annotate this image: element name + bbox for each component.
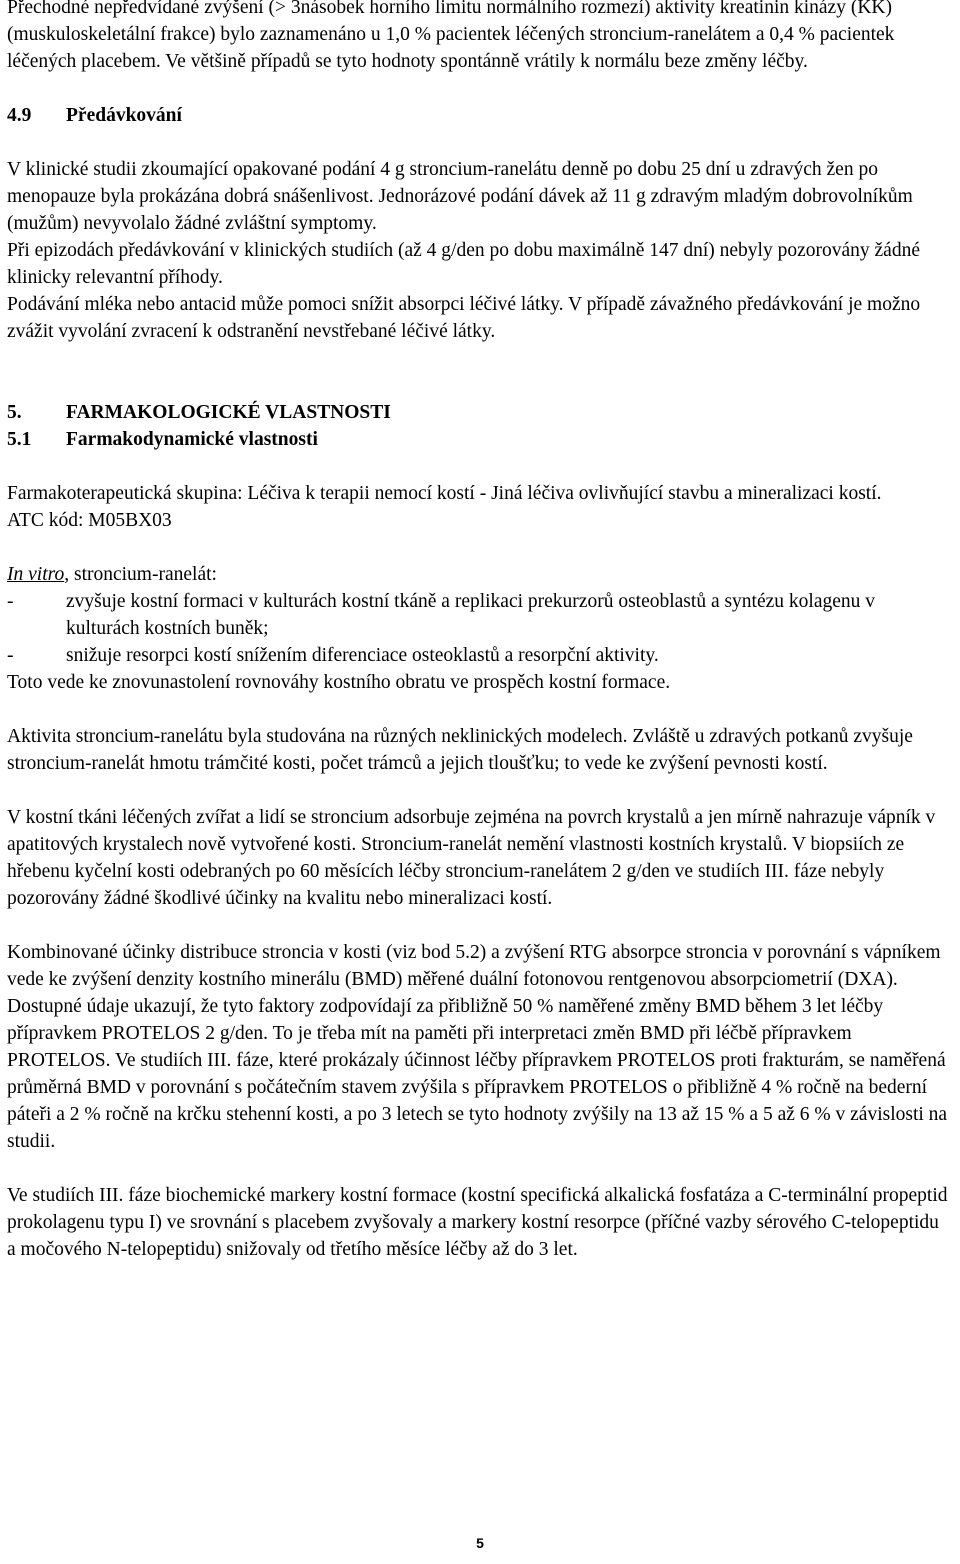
bone-tissue-paragraph: V kostní tkáni léčených zvířat a lidí se stroncium adsorbuje zejména na povrch krystalů a jen mírně nahrazuje vápník v apatitových krystalech nově vytvořené kosti. Stroncium-ranelát nemění vlastnosti kostních krystalů. V biopsiích ze hřebenu kyčelní kosti odebraných po 60 měsících léčby stroncium-ranelátem 2 g/den ve studiích III. fáze nebyly pozorovány žádné škodlivé účinky na kvalitu nebo mineralizaci kostí.	[7, 807, 936, 909]
intro-paragraph: Přechodné nepředvídané zvýšení (> 3násobek horního limitu normálního rozmezí) aktivity kreatinin kinázy (KK) (muskuloskeletální frakce) bylo zaznamenáno u 1,0 % pacientek léčených stroncium-ranelátem a 0,4 % pacientek léčených placebem. Ve většině případů se tyto hodnoty spontánně vrátily k normálu beze změny léčby.	[7, 0, 895, 72]
section-4-9-heading	[7, 102, 950, 129]
section-number: 5.	[7, 402, 22, 423]
section-title: Farmakodynamické vlastnosti	[66, 429, 318, 450]
atc-code: ATC kód: M05BX03	[7, 510, 172, 531]
bullets-summary: Toto vede ke znovunastolení rovnováhy kostního obratu ve prospěch kostní formace.	[7, 672, 671, 693]
list-item	[7, 588, 950, 642]
list-item-text: zvyšuje kostní formaci v kulturách kostní tkáně a replikaci prekurzorů osteoblastů a syntézu kolagenu v kulturách kostních buněk;	[66, 591, 876, 639]
combined-effects-paragraph: Kombinované účinky distribuce stroncia v kosti (viz bod 5.2) a zvýšení RTG absorpce stroncia v porovnání s vápníkem vede ke zvýšení denzity kostního minerálu (BMD) měřené duální fotonovou rentgenovou absorpciometrií (DXA). Dostupné údaje ukazují, že tyto faktory zodpovídají za přibližně 50 % naměřené změny BMD během 3 let léčby přípravkem PROTELOS 2 g/den. To je třeba mít na paměti při interpretaci změn BMD při léčbě přípravkem PROTELOS. Ve studiích III. fáze, které prokázaly účinnost léčby přípravkem PROTELOS proti frakturám, se naměřená průměrná BMD v porovnání s počátečním stavem zvýšila s přípravkem PROTELOS o přibližně 4 % ročně na bederní páteři a 2 % ročně na krčku stehenní kosti, a po 3 letech se tyto hodnoty zvýšily na 13 až 15 % a 5 až 6 % v závislosti na studii.	[7, 942, 948, 1152]
list-item	[7, 642, 950, 669]
markers-paragraph: Ve studiích III. fáze biochemické markery kostní formace (kostní specifická alkalická fosfatáza a C-terminální propeptid prokolagenu typu I) ve srovnání s placebem zvyšovaly a markery kostní resorpce (příčné vazby sérového C-telopeptidu a močového N-telopeptidu) snižovaly od třetího měsíce léčby až do 3 let.	[7, 1185, 948, 1260]
section-5-1-heading	[7, 426, 950, 453]
in-vitro-rest: , stroncium-ranelát:	[64, 564, 217, 585]
document-page	[7, 0, 950, 1263]
in-vitro-intro	[7, 561, 950, 588]
section-title: Předávkování	[66, 105, 182, 126]
list-dash: -	[7, 591, 14, 612]
activity-paragraph: Aktivita stroncium-ranelátu byla studována na různých neklinických modelech. Zvláště u zdravých potkanů zvyšuje stroncium-ranelát hmotu trámčité kosti, počet trámců a jejich tloušťku; to vede ke zvýšení pevnosti kostí.	[7, 726, 913, 774]
overdose-paragraph-1: V klinické studii zkoumající opakované podání 4 g stroncium-ranelátu denně po dobu 25 dní u zdravých žen po menopauze byla prokázána dobrá snášenlivost. Jednorázové podání dávek až 11 g zdravým mladým dobrovolníkům (mužům) nevyvolalo žádné zvláštní symptomy.	[7, 159, 913, 234]
section-number: 5.1	[7, 429, 32, 450]
pharmacotherapeutic-group: Farmakoterapeutická skupina: Léčiva k terapii nemocí kostí - Jiná léčiva ovlivňující stavbu a mineralizaci kostí.	[7, 483, 882, 504]
list-item-text: snižuje resorpci kostí snížením diferenciace osteoklastů a resorpční aktivity.	[66, 645, 659, 666]
section-title: FARMAKOLOGICKÉ VLASTNOSTI	[66, 402, 391, 423]
page-number: 5	[476, 1535, 484, 1551]
overdose-paragraph-2: Při epizodách předávkování v klinických studiích (až 4 g/den po dobu maximálně 147 dní) nebyly pozorovány žádné klinicky relevantní příhody.	[7, 240, 920, 288]
section-5-heading	[7, 399, 950, 426]
overdose-paragraph-3: Podávání mléka nebo antacid může pomoci snížit absorpci léčivé látky. V případě závažného předávkování je možno zvážit vyvolání zvracení k odstranění nevstřebané léčivé látky.	[7, 294, 921, 342]
list-dash: -	[7, 645, 14, 666]
in-vitro-label: In vitro	[7, 564, 65, 585]
section-number: 4.9	[7, 105, 32, 126]
